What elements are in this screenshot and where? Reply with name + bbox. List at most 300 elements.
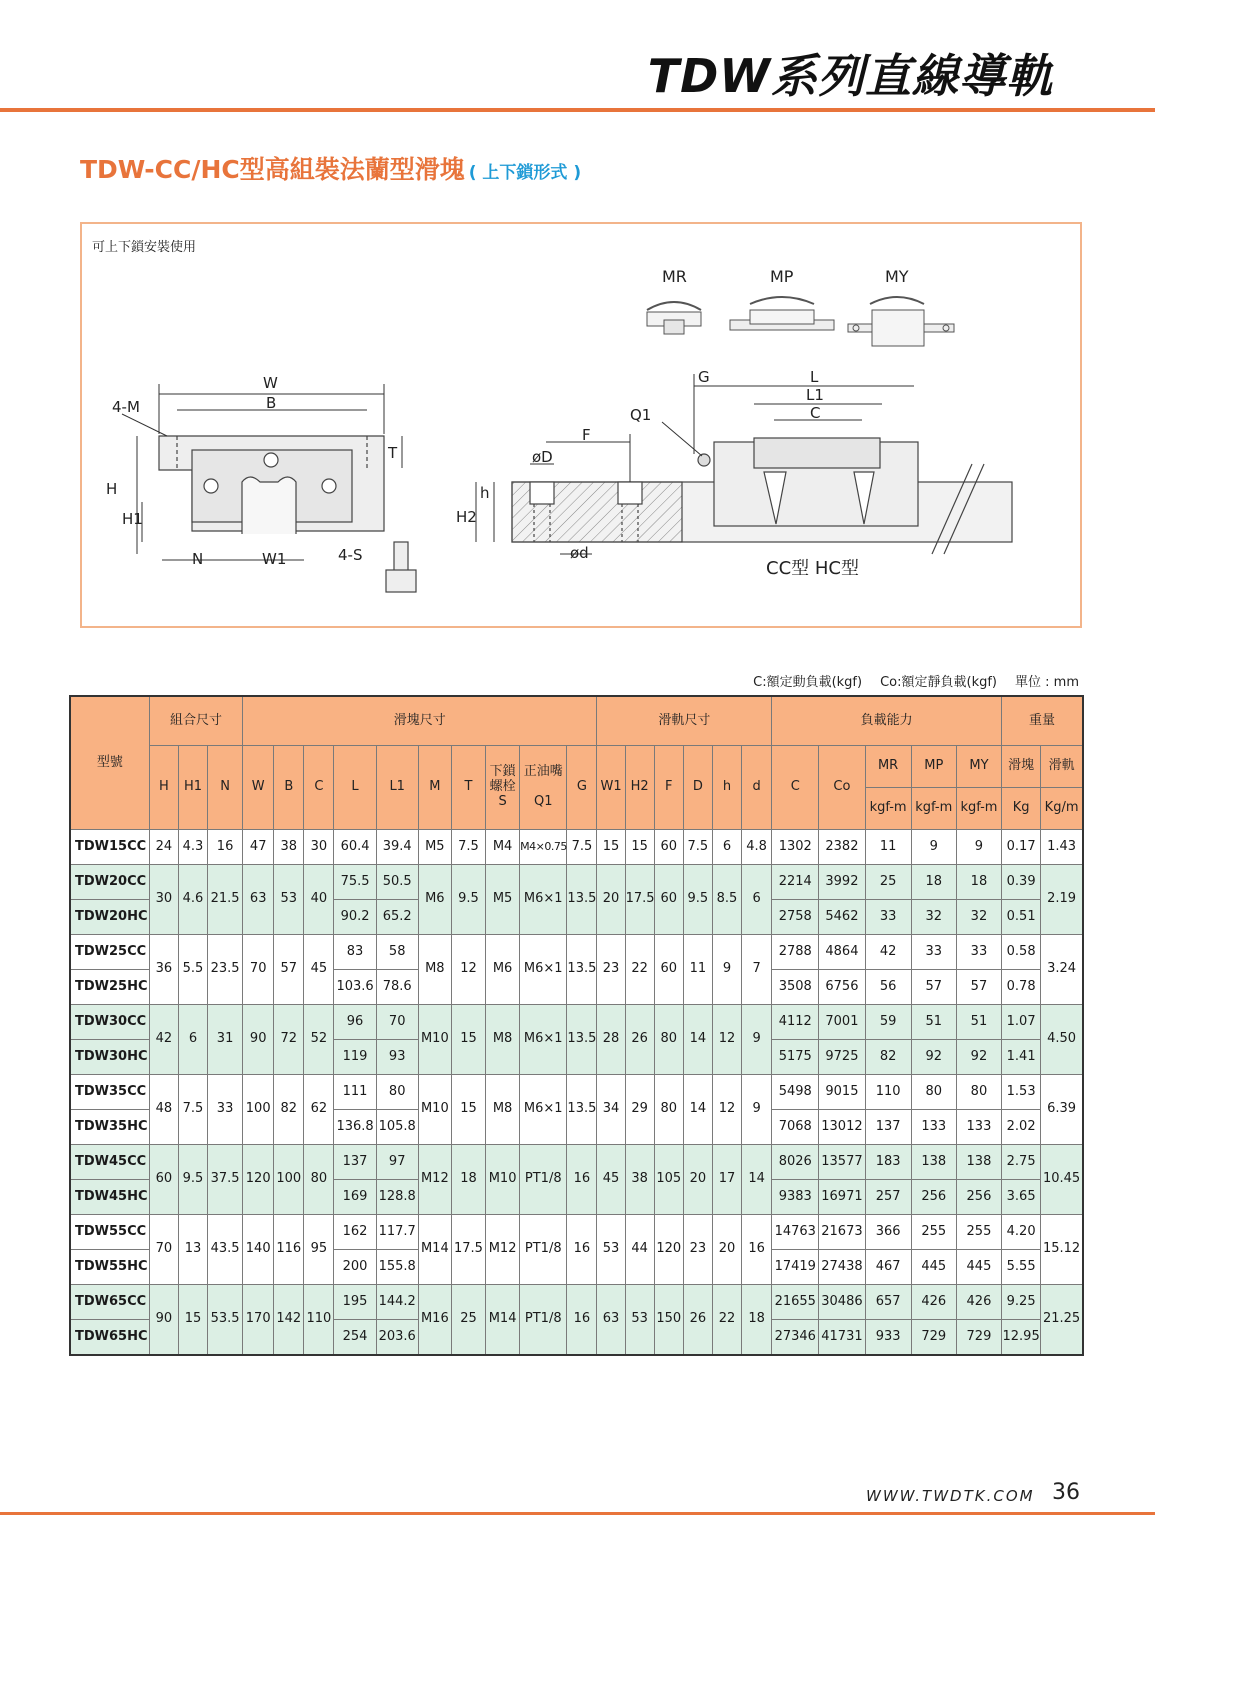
page-number: 36 xyxy=(1052,1480,1080,1505)
cell-Q1: M4×0.75 xyxy=(520,830,567,865)
cell-G: 13.5 xyxy=(567,1005,597,1075)
cell-Q1: PT1/8 xyxy=(520,1145,567,1215)
cell-L: 103.6 xyxy=(334,970,376,1005)
cell-H2: 22 xyxy=(625,935,654,1005)
cell-Co: 4864 xyxy=(819,935,865,970)
cell-Q1: PT1/8 xyxy=(520,1215,567,1285)
table-row xyxy=(70,1005,1083,1040)
cell-S: M8 xyxy=(486,1005,520,1075)
cell-d: 18 xyxy=(742,1285,772,1356)
dim-w1-label: W1 xyxy=(262,550,287,568)
cell-F: 120 xyxy=(654,1215,683,1285)
cell-D: 9.5 xyxy=(683,865,712,935)
cell-L1: 117.7 xyxy=(376,1215,418,1250)
moment-mr-icon xyxy=(647,302,701,334)
cell-D: 23 xyxy=(683,1215,712,1285)
cell-h: 12 xyxy=(712,1005,741,1075)
cell-D: 14 xyxy=(683,1005,712,1075)
cell-kgm: 6.39 xyxy=(1041,1075,1083,1145)
cell-L: 137 xyxy=(334,1145,376,1180)
group-load-header: 負載能力 xyxy=(772,696,1002,746)
cell-model: TDW20HC xyxy=(70,900,149,935)
cell-B: 53 xyxy=(274,865,304,935)
cell-F: 60 xyxy=(654,830,683,865)
col-G-header: G xyxy=(567,746,597,830)
cell-kgm: 10.45 xyxy=(1041,1145,1083,1215)
cell-MY: 33 xyxy=(956,935,1001,970)
col-N-header: N xyxy=(208,746,243,830)
cell-H: 42 xyxy=(149,1005,178,1075)
cell-kg: 5.55 xyxy=(1002,1250,1041,1285)
cell-L: 96 xyxy=(334,1005,376,1040)
cell-MR: 657 xyxy=(865,1285,911,1320)
col-F-header: F xyxy=(654,746,683,830)
dim-od-upper-label: øD xyxy=(532,448,553,466)
group-assembly-header: 組合尺寸 xyxy=(149,696,242,746)
col-kg-unit: Kg xyxy=(1002,788,1041,830)
cell-MY: 92 xyxy=(956,1040,1001,1075)
col-MR-header: MR xyxy=(865,746,911,788)
cell-T: 7.5 xyxy=(451,830,485,865)
cell-L1: 93 xyxy=(376,1040,418,1075)
col-S-line3: S xyxy=(498,793,507,809)
cell-M: M16 xyxy=(418,1285,451,1356)
cell-T: 18 xyxy=(451,1145,485,1215)
moment-my-label: MY xyxy=(885,267,909,286)
cell-kg: 12.95 xyxy=(1002,1320,1041,1356)
units-dynamic: C:額定動負載(kgf) xyxy=(753,675,863,690)
cell-kg: 2.02 xyxy=(1002,1110,1041,1145)
cell-MR: 933 xyxy=(865,1320,911,1356)
cell-Co: 7001 xyxy=(819,1005,865,1040)
cell-h: 17 xyxy=(712,1145,741,1215)
cell-h: 22 xyxy=(712,1285,741,1356)
cell-L1: 39.4 xyxy=(376,830,418,865)
cell-C: 30 xyxy=(304,830,334,865)
cell-L1: 97 xyxy=(376,1145,418,1180)
cell-L1: 50.5 xyxy=(376,865,418,900)
cell-M: M14 xyxy=(418,1215,451,1285)
cell-Co: 13012 xyxy=(819,1110,865,1145)
cell-Cdyn: 5498 xyxy=(772,1075,819,1110)
cell-kg: 0.17 xyxy=(1002,830,1041,865)
dim-t-label: T xyxy=(388,444,398,462)
col-MP-unit: kgf-m xyxy=(911,788,956,830)
col-S-line1: 下鎖 xyxy=(489,764,516,780)
col-MY-unit: kgf-m xyxy=(956,788,1001,830)
type-caption: CC型 HC型 xyxy=(766,558,859,579)
col-S-header xyxy=(486,746,520,830)
cell-MR: 467 xyxy=(865,1250,911,1285)
cell-MP: 57 xyxy=(911,970,956,1005)
cell-kg: 9.25 xyxy=(1002,1285,1041,1320)
moment-my-icon xyxy=(848,297,954,346)
cell-Q1: PT1/8 xyxy=(520,1285,567,1356)
cell-MY: 18 xyxy=(956,865,1001,900)
cell-Q1: M6×1 xyxy=(520,1005,567,1075)
cell-kg: 0.39 xyxy=(1002,865,1041,900)
cell-B: 38 xyxy=(274,830,304,865)
cell-Q1: M6×1 xyxy=(520,865,567,935)
cell-MR: 82 xyxy=(865,1040,911,1075)
cell-MY: 9 xyxy=(956,830,1001,865)
section-title-text: TDW-CC/HC型高組裝法蘭型滑塊 xyxy=(80,155,465,184)
cell-N: 43.5 xyxy=(208,1215,243,1285)
col-D-header: D xyxy=(683,746,712,830)
cell-M: M8 xyxy=(418,935,451,1005)
cell-G: 16 xyxy=(567,1145,597,1215)
cell-C: 52 xyxy=(304,1005,334,1075)
cell-S: M8 xyxy=(486,1075,520,1145)
cell-C: 45 xyxy=(304,935,334,1005)
cell-Co: 6756 xyxy=(819,970,865,1005)
cell-d: 7 xyxy=(742,935,772,1005)
cell-MR: 110 xyxy=(865,1075,911,1110)
cell-model: TDW15CC xyxy=(70,830,149,865)
col-B-header: B xyxy=(274,746,304,830)
cell-Co: 5462 xyxy=(819,900,865,935)
dim-l-label: L xyxy=(810,368,819,386)
cell-H: 70 xyxy=(149,1215,178,1285)
cell-model: TDW30HC xyxy=(70,1040,149,1075)
cell-W1: 34 xyxy=(597,1075,625,1145)
col-Cdyn-header: C xyxy=(772,746,819,830)
cell-M: M10 xyxy=(418,1075,451,1145)
cell-Cdyn: 21655 xyxy=(772,1285,819,1320)
cell-T: 12 xyxy=(451,935,485,1005)
units-legend xyxy=(735,671,1079,690)
col-block-weight-header: 滑塊 xyxy=(1002,746,1041,788)
cell-MR: 33 xyxy=(865,900,911,935)
cell-MP: 92 xyxy=(911,1040,956,1075)
cell-L1: 105.8 xyxy=(376,1110,418,1145)
cell-W1: 15 xyxy=(597,830,625,865)
table-row xyxy=(70,1285,1083,1320)
cell-N: 23.5 xyxy=(208,935,243,1005)
cell-MP: 51 xyxy=(911,1005,956,1040)
cell-model: TDW25CC xyxy=(70,935,149,970)
cell-model: TDW65CC xyxy=(70,1285,149,1320)
group-block-header: 滑塊尺寸 xyxy=(243,696,597,746)
dim-h-label: H xyxy=(106,480,118,498)
cell-Cdyn: 7068 xyxy=(772,1110,819,1145)
cell-S: M14 xyxy=(486,1285,520,1356)
bottom-divider xyxy=(0,1512,1155,1515)
cell-C: 62 xyxy=(304,1075,334,1145)
cell-MP: 80 xyxy=(911,1075,956,1110)
cell-L: 75.5 xyxy=(334,865,376,900)
cell-MY: 256 xyxy=(956,1180,1001,1215)
cell-Q1: M6×1 xyxy=(520,1075,567,1145)
cell-G: 16 xyxy=(567,1215,597,1285)
cell-T: 15 xyxy=(451,1075,485,1145)
cell-kgm: 1.43 xyxy=(1041,830,1083,865)
units-unit: 單位 : mm xyxy=(1015,675,1079,690)
cell-kg: 4.20 xyxy=(1002,1215,1041,1250)
col-H-header: H xyxy=(149,746,178,830)
cell-S: M6 xyxy=(486,935,520,1005)
cell-d: 16 xyxy=(742,1215,772,1285)
cell-G: 13.5 xyxy=(567,1075,597,1145)
cell-W1: 23 xyxy=(597,935,625,1005)
dim-b-label: B xyxy=(266,394,277,412)
cell-MP: 426 xyxy=(911,1285,956,1320)
top-divider xyxy=(0,108,1155,112)
cell-D: 20 xyxy=(683,1145,712,1215)
col-Q1-line1: 正油嘴 xyxy=(523,764,563,780)
cell-C: 80 xyxy=(304,1145,334,1215)
col-Co-header: Co xyxy=(819,746,865,830)
table-row xyxy=(70,830,1083,865)
cell-L1: 203.6 xyxy=(376,1320,418,1356)
cell-h: 6 xyxy=(712,830,741,865)
cell-N: 37.5 xyxy=(208,1145,243,1215)
cell-L1: 144.2 xyxy=(376,1285,418,1320)
cell-L1: 128.8 xyxy=(376,1180,418,1215)
cell-Co: 30486 xyxy=(819,1285,865,1320)
cell-model: TDW35CC xyxy=(70,1075,149,1110)
cell-H2: 17.5 xyxy=(625,865,654,935)
front-view xyxy=(159,436,384,534)
cell-M: M10 xyxy=(418,1005,451,1075)
units-static: Co:額定靜負載(kgf) xyxy=(880,675,998,690)
col-d-header: d xyxy=(742,746,772,830)
cell-MP: 138 xyxy=(911,1145,956,1180)
cell-Co: 16971 xyxy=(819,1180,865,1215)
cell-MR: 25 xyxy=(865,865,911,900)
cell-W1: 53 xyxy=(597,1215,625,1285)
col-Q1-line2: Q1 xyxy=(533,793,553,809)
col-h-header: h xyxy=(712,746,741,830)
dim-q1-label: Q1 xyxy=(630,406,652,424)
cell-kg: 1.07 xyxy=(1002,1005,1041,1040)
cell-T: 25 xyxy=(451,1285,485,1356)
diagram-drawing xyxy=(82,224,1084,630)
cell-d: 14 xyxy=(742,1145,772,1215)
cell-h: 8.5 xyxy=(712,865,741,935)
cell-H1: 4.3 xyxy=(178,830,207,865)
dim-g-label: G xyxy=(698,368,710,386)
section-title xyxy=(80,150,581,186)
cell-G: 16 xyxy=(567,1285,597,1356)
cell-H: 24 xyxy=(149,830,178,865)
cell-H1: 15 xyxy=(178,1285,207,1356)
cell-B: 100 xyxy=(274,1145,304,1215)
cell-F: 80 xyxy=(654,1075,683,1145)
dim-4m-label: 4-M xyxy=(112,398,140,416)
cell-W: 47 xyxy=(243,830,274,865)
table-row xyxy=(70,865,1083,900)
cell-H1: 13 xyxy=(178,1215,207,1285)
cell-L: 119 xyxy=(334,1040,376,1075)
dim-c-label: C xyxy=(810,404,821,422)
col-C-header: C xyxy=(304,746,334,830)
cell-H2: 26 xyxy=(625,1005,654,1075)
cell-H: 90 xyxy=(149,1285,178,1356)
cell-MR: 56 xyxy=(865,970,911,1005)
cell-Cdyn: 8026 xyxy=(772,1145,819,1180)
col-Q1-header xyxy=(520,746,567,830)
cell-MY: 133 xyxy=(956,1110,1001,1145)
cell-L1: 58 xyxy=(376,935,418,970)
cell-MP: 255 xyxy=(911,1215,956,1250)
cell-W: 63 xyxy=(243,865,274,935)
cell-model: TDW30CC xyxy=(70,1005,149,1040)
cell-L: 90.2 xyxy=(334,900,376,935)
cell-L1: 70 xyxy=(376,1005,418,1040)
cell-kg: 0.58 xyxy=(1002,935,1041,970)
col-rail-weight-header: 滑軌 xyxy=(1041,746,1083,788)
col-kgm-unit: Kg/m xyxy=(1041,788,1083,830)
cell-F: 150 xyxy=(654,1285,683,1356)
cell-B: 82 xyxy=(274,1075,304,1145)
cell-MY: 426 xyxy=(956,1285,1001,1320)
cell-D: 14 xyxy=(683,1075,712,1145)
cell-W: 90 xyxy=(243,1005,274,1075)
cell-W: 140 xyxy=(243,1215,274,1285)
cell-H: 30 xyxy=(149,865,178,935)
col-MY-header: MY xyxy=(956,746,1001,788)
col-M-header: M xyxy=(418,746,451,830)
cell-MP: 18 xyxy=(911,865,956,900)
cell-T: 15 xyxy=(451,1005,485,1075)
dim-w-label: W xyxy=(263,374,278,392)
cell-H: 36 xyxy=(149,935,178,1005)
cell-Cdyn: 2214 xyxy=(772,865,819,900)
cell-Co: 9015 xyxy=(819,1075,865,1110)
cell-D: 11 xyxy=(683,935,712,1005)
cell-H2: 29 xyxy=(625,1075,654,1145)
side-view xyxy=(512,438,1012,554)
cell-kg: 0.51 xyxy=(1002,900,1041,935)
cell-MR: 366 xyxy=(865,1215,911,1250)
cell-MP: 33 xyxy=(911,935,956,970)
cell-MY: 80 xyxy=(956,1075,1001,1110)
cell-MR: 137 xyxy=(865,1110,911,1145)
group-rail-header: 滑軌尺寸 xyxy=(597,696,772,746)
cell-L: 162 xyxy=(334,1215,376,1250)
cell-d: 9 xyxy=(742,1005,772,1075)
cell-T: 17.5 xyxy=(451,1215,485,1285)
cell-h: 20 xyxy=(712,1215,741,1285)
bolt-icon xyxy=(386,542,416,592)
col-MR-unit: kgf-m xyxy=(865,788,911,830)
cell-H1: 6 xyxy=(178,1005,207,1075)
cell-MY: 51 xyxy=(956,1005,1001,1040)
cell-C: 40 xyxy=(304,865,334,935)
cell-M: M5 xyxy=(418,830,451,865)
cell-Cdyn: 17419 xyxy=(772,1250,819,1285)
cell-M: M6 xyxy=(418,865,451,935)
section-subtitle: ( 上下鎖形式 ) xyxy=(468,163,582,183)
cell-S: M10 xyxy=(486,1145,520,1215)
technical-diagram xyxy=(80,222,1082,628)
cell-model: TDW65HC xyxy=(70,1320,149,1356)
cell-kg: 1.41 xyxy=(1002,1040,1041,1075)
cell-W1: 28 xyxy=(597,1005,625,1075)
cell-S: M4 xyxy=(486,830,520,865)
cell-B: 116 xyxy=(274,1215,304,1285)
col-S-line2: 螺栓 xyxy=(489,779,516,795)
col-H2-header: H2 xyxy=(625,746,654,830)
cell-MY: 32 xyxy=(956,900,1001,935)
group-weight-header: 重量 xyxy=(1002,696,1083,746)
cell-model: TDW45CC xyxy=(70,1145,149,1180)
cell-M: M12 xyxy=(418,1145,451,1215)
cell-L: 169 xyxy=(334,1180,376,1215)
cell-W1: 20 xyxy=(597,865,625,935)
cell-L1: 65.2 xyxy=(376,900,418,935)
cell-L: 200 xyxy=(334,1250,376,1285)
cell-H1: 9.5 xyxy=(178,1145,207,1215)
table-row xyxy=(70,1145,1083,1180)
cell-kgm: 3.24 xyxy=(1041,935,1083,1005)
cell-W: 170 xyxy=(243,1285,274,1356)
cell-MY: 138 xyxy=(956,1145,1001,1180)
footer-website[interactable]: WWW.TWDTK.COM xyxy=(866,1487,1035,1505)
cell-kg: 1.53 xyxy=(1002,1075,1041,1110)
cell-Co: 9725 xyxy=(819,1040,865,1075)
cell-W: 120 xyxy=(243,1145,274,1215)
cell-B: 57 xyxy=(274,935,304,1005)
col-W1-header: W1 xyxy=(597,746,625,830)
table-row xyxy=(70,1215,1083,1250)
cell-MR: 11 xyxy=(865,830,911,865)
cell-kg: 0.78 xyxy=(1002,970,1041,1005)
cell-Co: 21673 xyxy=(819,1215,865,1250)
cell-d: 4.8 xyxy=(742,830,772,865)
cell-H1: 5.5 xyxy=(178,935,207,1005)
cell-MP: 445 xyxy=(911,1250,956,1285)
cell-model: TDW25HC xyxy=(70,970,149,1005)
cell-W1: 63 xyxy=(597,1285,625,1356)
cell-kgm: 21.25 xyxy=(1041,1285,1083,1356)
cell-D: 7.5 xyxy=(683,830,712,865)
cell-Cdyn: 9383 xyxy=(772,1180,819,1215)
dim-f-label: F xyxy=(582,426,591,444)
cell-Co: 41731 xyxy=(819,1320,865,1356)
cell-H2: 38 xyxy=(625,1145,654,1215)
cell-H1: 4.6 xyxy=(178,865,207,935)
cell-Cdyn: 4112 xyxy=(772,1005,819,1040)
dim-h2-label: H2 xyxy=(456,508,477,526)
cell-model: TDW55HC xyxy=(70,1250,149,1285)
cell-Cdyn: 3508 xyxy=(772,970,819,1005)
dim-n-label: N xyxy=(192,550,204,568)
cell-T: 9.5 xyxy=(451,865,485,935)
cell-Cdyn: 14763 xyxy=(772,1215,819,1250)
cell-H2: 44 xyxy=(625,1215,654,1285)
cell-MR: 257 xyxy=(865,1180,911,1215)
cell-G: 13.5 xyxy=(567,935,597,1005)
cell-kg: 2.75 xyxy=(1002,1145,1041,1180)
cell-Cdyn: 1302 xyxy=(772,830,819,865)
cell-C: 110 xyxy=(304,1285,334,1356)
page-title: TDW系列直線導軌 xyxy=(647,49,1053,103)
cell-MP: 729 xyxy=(911,1320,956,1356)
cell-N: 33 xyxy=(208,1075,243,1145)
dim-l1-label: L1 xyxy=(806,386,824,404)
cell-Cdyn: 27346 xyxy=(772,1320,819,1356)
cell-S: M5 xyxy=(486,865,520,935)
cell-MP: 9 xyxy=(911,830,956,865)
cell-F: 105 xyxy=(654,1145,683,1215)
dim-h-small-label: h xyxy=(480,484,490,502)
cell-MP: 32 xyxy=(911,900,956,935)
cell-W: 100 xyxy=(243,1075,274,1145)
col-model-header: 型號 xyxy=(70,696,149,830)
cell-C: 95 xyxy=(304,1215,334,1285)
